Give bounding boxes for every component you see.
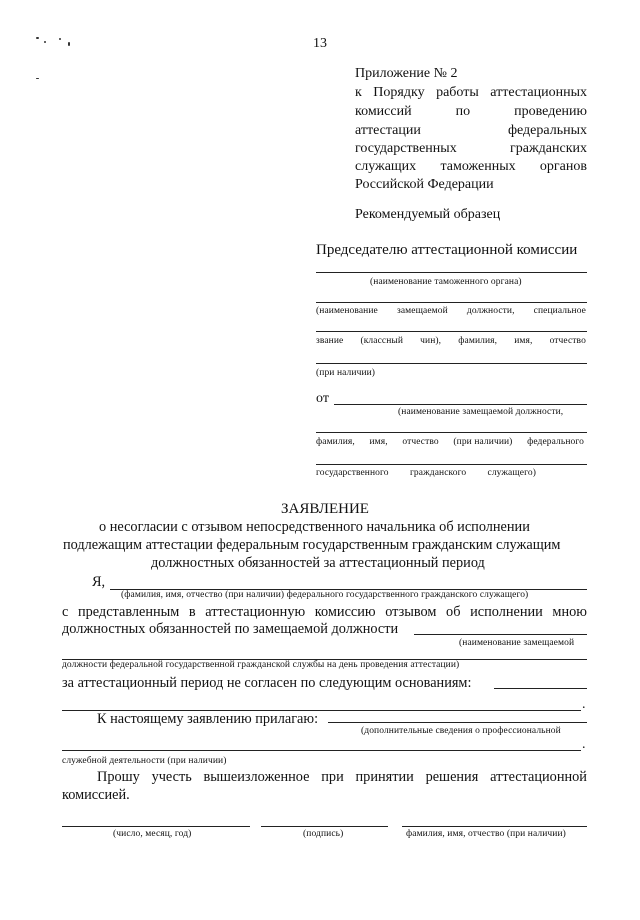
appendix-line-1: к Порядку работы аттестационных [355,85,587,100]
position-field-1[interactable] [316,302,587,303]
statement-subtitle-2: подлежащим аттестации федеральным государственным гражданским служащим [63,537,561,553]
name-hint: фамилия, имя, отчество (при наличии) [406,829,566,839]
statement-subtitle-3: должностных обязанностей за аттестационный период [151,555,485,571]
hint-attach-right: (дополнительные сведения о профессиональной [361,726,561,736]
page-number: 13 [313,36,327,51]
position-held-field[interactable] [414,634,587,635]
hint-from-line-1: (наименование замещаемой должности, [398,407,564,417]
from-field[interactable] [334,404,587,405]
body-line-2: должностных обязанностей по замещаемой должности [62,621,399,637]
statement-subtitle-1: о несогласии с отзывом непосредственного начальника об исполнении [99,519,530,535]
grounds-field[interactable] [494,688,587,689]
signature-hint: (подпись) [303,829,344,839]
hint-from-line-2: фамилия, имя, отчество (при наличии) федерального [316,437,584,447]
full-name-sign-field[interactable] [402,826,587,827]
hint-position-line-3: (при наличии) [316,368,376,378]
grounds-period: . [582,697,586,712]
position-field-3[interactable] [316,363,587,364]
scan-speck [68,42,70,46]
from-field-2[interactable] [316,432,587,433]
hint-full-name: (фамилия, имя, отчество (при наличии) федерального государственного гражданского служащего) [121,590,529,600]
request-line-1: Прошу учесть вышеизложенное при принятии решения аттестационной [97,769,587,785]
hint-position-right: (наименование замещаемой [459,638,575,648]
hint-position-line-2: звание (классный чин), фамилия, имя, отчество [316,336,586,346]
recommended-sample: Рекомендуемый образец [355,207,501,222]
addressee-to: Председателю аттестационной комиссии [316,242,578,258]
from-label: от [316,391,329,406]
appendix-line-5: служащих таможенных органов [355,159,587,174]
hint-from-line-3: государственного гражданского служащего) [316,468,536,478]
hint-customs-body: (наименование таможенного органа) [370,277,522,287]
scan-speck [44,41,46,43]
body-line-1: с представленным в аттестационную комиссию отзывом об исполнении мною [62,604,587,620]
date-field[interactable] [62,826,250,827]
appendix-title: Приложение № 2 [355,66,458,81]
attachments-field-2[interactable] [62,750,581,751]
appendix-line-4: государственных гражданских [355,141,587,156]
statement-title: ЗАЯВЛЕНИЕ [281,501,369,517]
position-field-2[interactable] [316,331,587,332]
body-line-3: за аттестационный период не согласен по следующим основаниям: [62,675,472,691]
attach-label: К настоящему заявлению прилагаю: [97,711,319,727]
date-hint: (число, месяц, год) [113,829,192,839]
scan-speck [59,38,61,40]
from-field-3[interactable] [316,464,587,465]
request-line-2: комиссией. [62,787,130,803]
customs-body-field[interactable] [316,272,587,273]
attach-period: . [582,737,586,752]
scan-speck [36,37,39,39]
scan-speck [36,78,39,79]
appendix-last-line: Российской Федерации [355,177,494,192]
appendix-line-2: комиссий по проведению [355,104,587,119]
attachments-field[interactable] [328,722,587,723]
hint-attach-cont: служебной деятельности (при наличии) [62,756,227,766]
hint-position-line-1: (наименование замещаемой должности, специальное [316,306,586,316]
signature-field[interactable] [261,826,388,827]
appendix-line-3: аттестации федеральных [355,123,587,138]
i-label: Я, [92,574,106,590]
hint-position-cont: должности федеральной государственной гражданской службы на день проведения аттестации) [62,660,460,670]
